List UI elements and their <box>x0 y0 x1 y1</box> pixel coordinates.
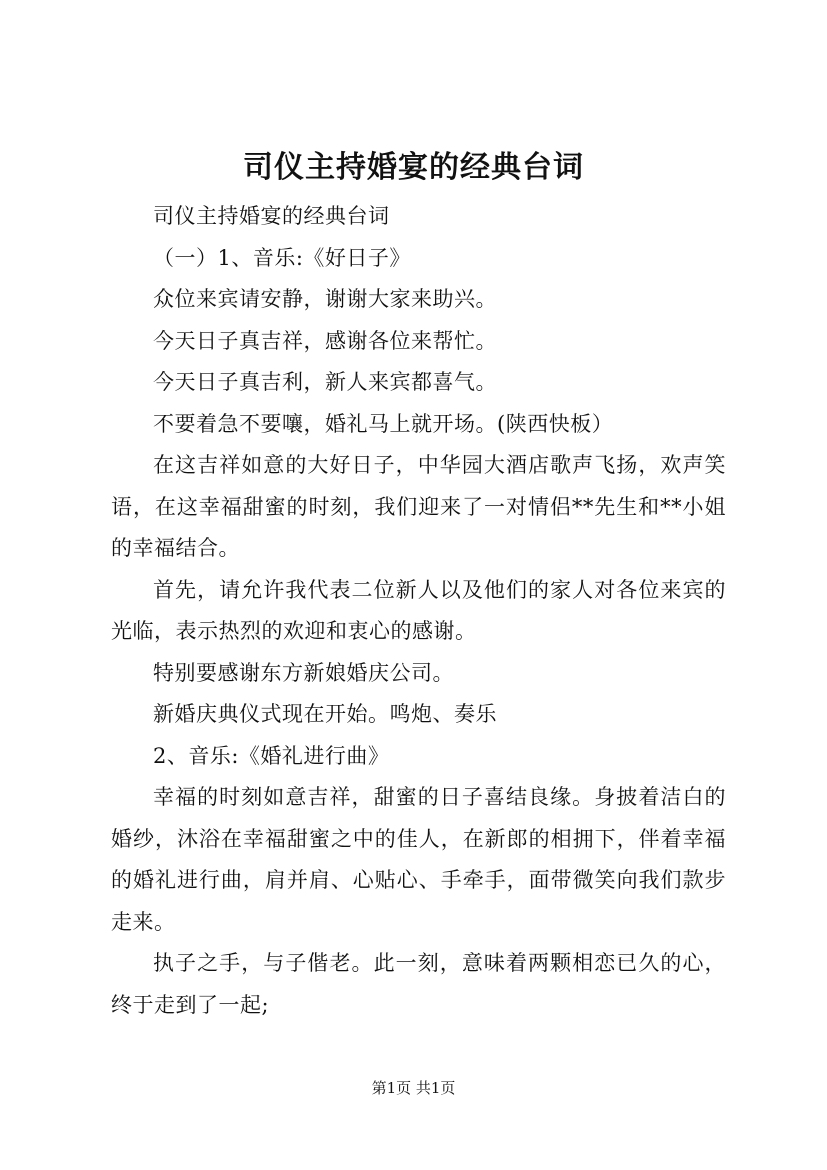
paragraph: （一）1、音乐:《好日子》 <box>153 245 411 270</box>
paragraph: 2、音乐:《婚礼进行曲》 <box>153 743 390 768</box>
page-footer: 第1页 共1页 <box>371 1079 456 1097</box>
paragraph: 在这吉祥如意的大好日子，中华园大酒店歌声飞扬，欢声笑语，在这幸福甜蜜的时刻，我们迎来了一对情侣**先生和**小姐的幸福结合。 <box>111 453 726 560</box>
paragraph: 特别要感谢东方新娘婚庆公司。 <box>153 660 454 685</box>
paragraph: 今天日子真吉祥，感谢各位来帮忙。 <box>153 328 497 353</box>
paragraph: 司仪主持婚宴的经典台词 <box>153 204 390 228</box>
paragraph: 不要着急不要嚷，婚礼马上就开场。(陕西快板） <box>153 411 614 436</box>
paragraph: 首先，请允许我代表二位新人以及他们的家人对各位来宾的光临，表示热烈的欢迎和衷心的感谢。 <box>111 577 726 643</box>
paragraph: 今天日子真吉利，新人来宾都喜气。 <box>153 370 497 394</box>
document-title: 司仪主持婚宴的经典台词 <box>243 150 584 185</box>
paragraph: 幸福的时刻如意吉祥，甜蜜的日子喜结良缘。身披着洁白的婚纱，沐浴在幸福甜蜜之中的佳人，在新郎的相拥下，伴着幸福的婚礼进行曲，肩并肩、心贴心、手牵手，面带微笑向我们款步走来。 <box>111 785 726 934</box>
document-body <box>111 196 726 1026</box>
paragraph: 新婚庆典仪式现在开始。鸣炮、奏乐 <box>153 702 497 726</box>
paragraph: 执子之手，与子偕老。此一刻，意味着两颗相恋已久的心，终于走到了一起; <box>111 951 726 1017</box>
paragraph: 众位来宾请安静，谢谢大家来助兴。 <box>153 287 497 311</box>
